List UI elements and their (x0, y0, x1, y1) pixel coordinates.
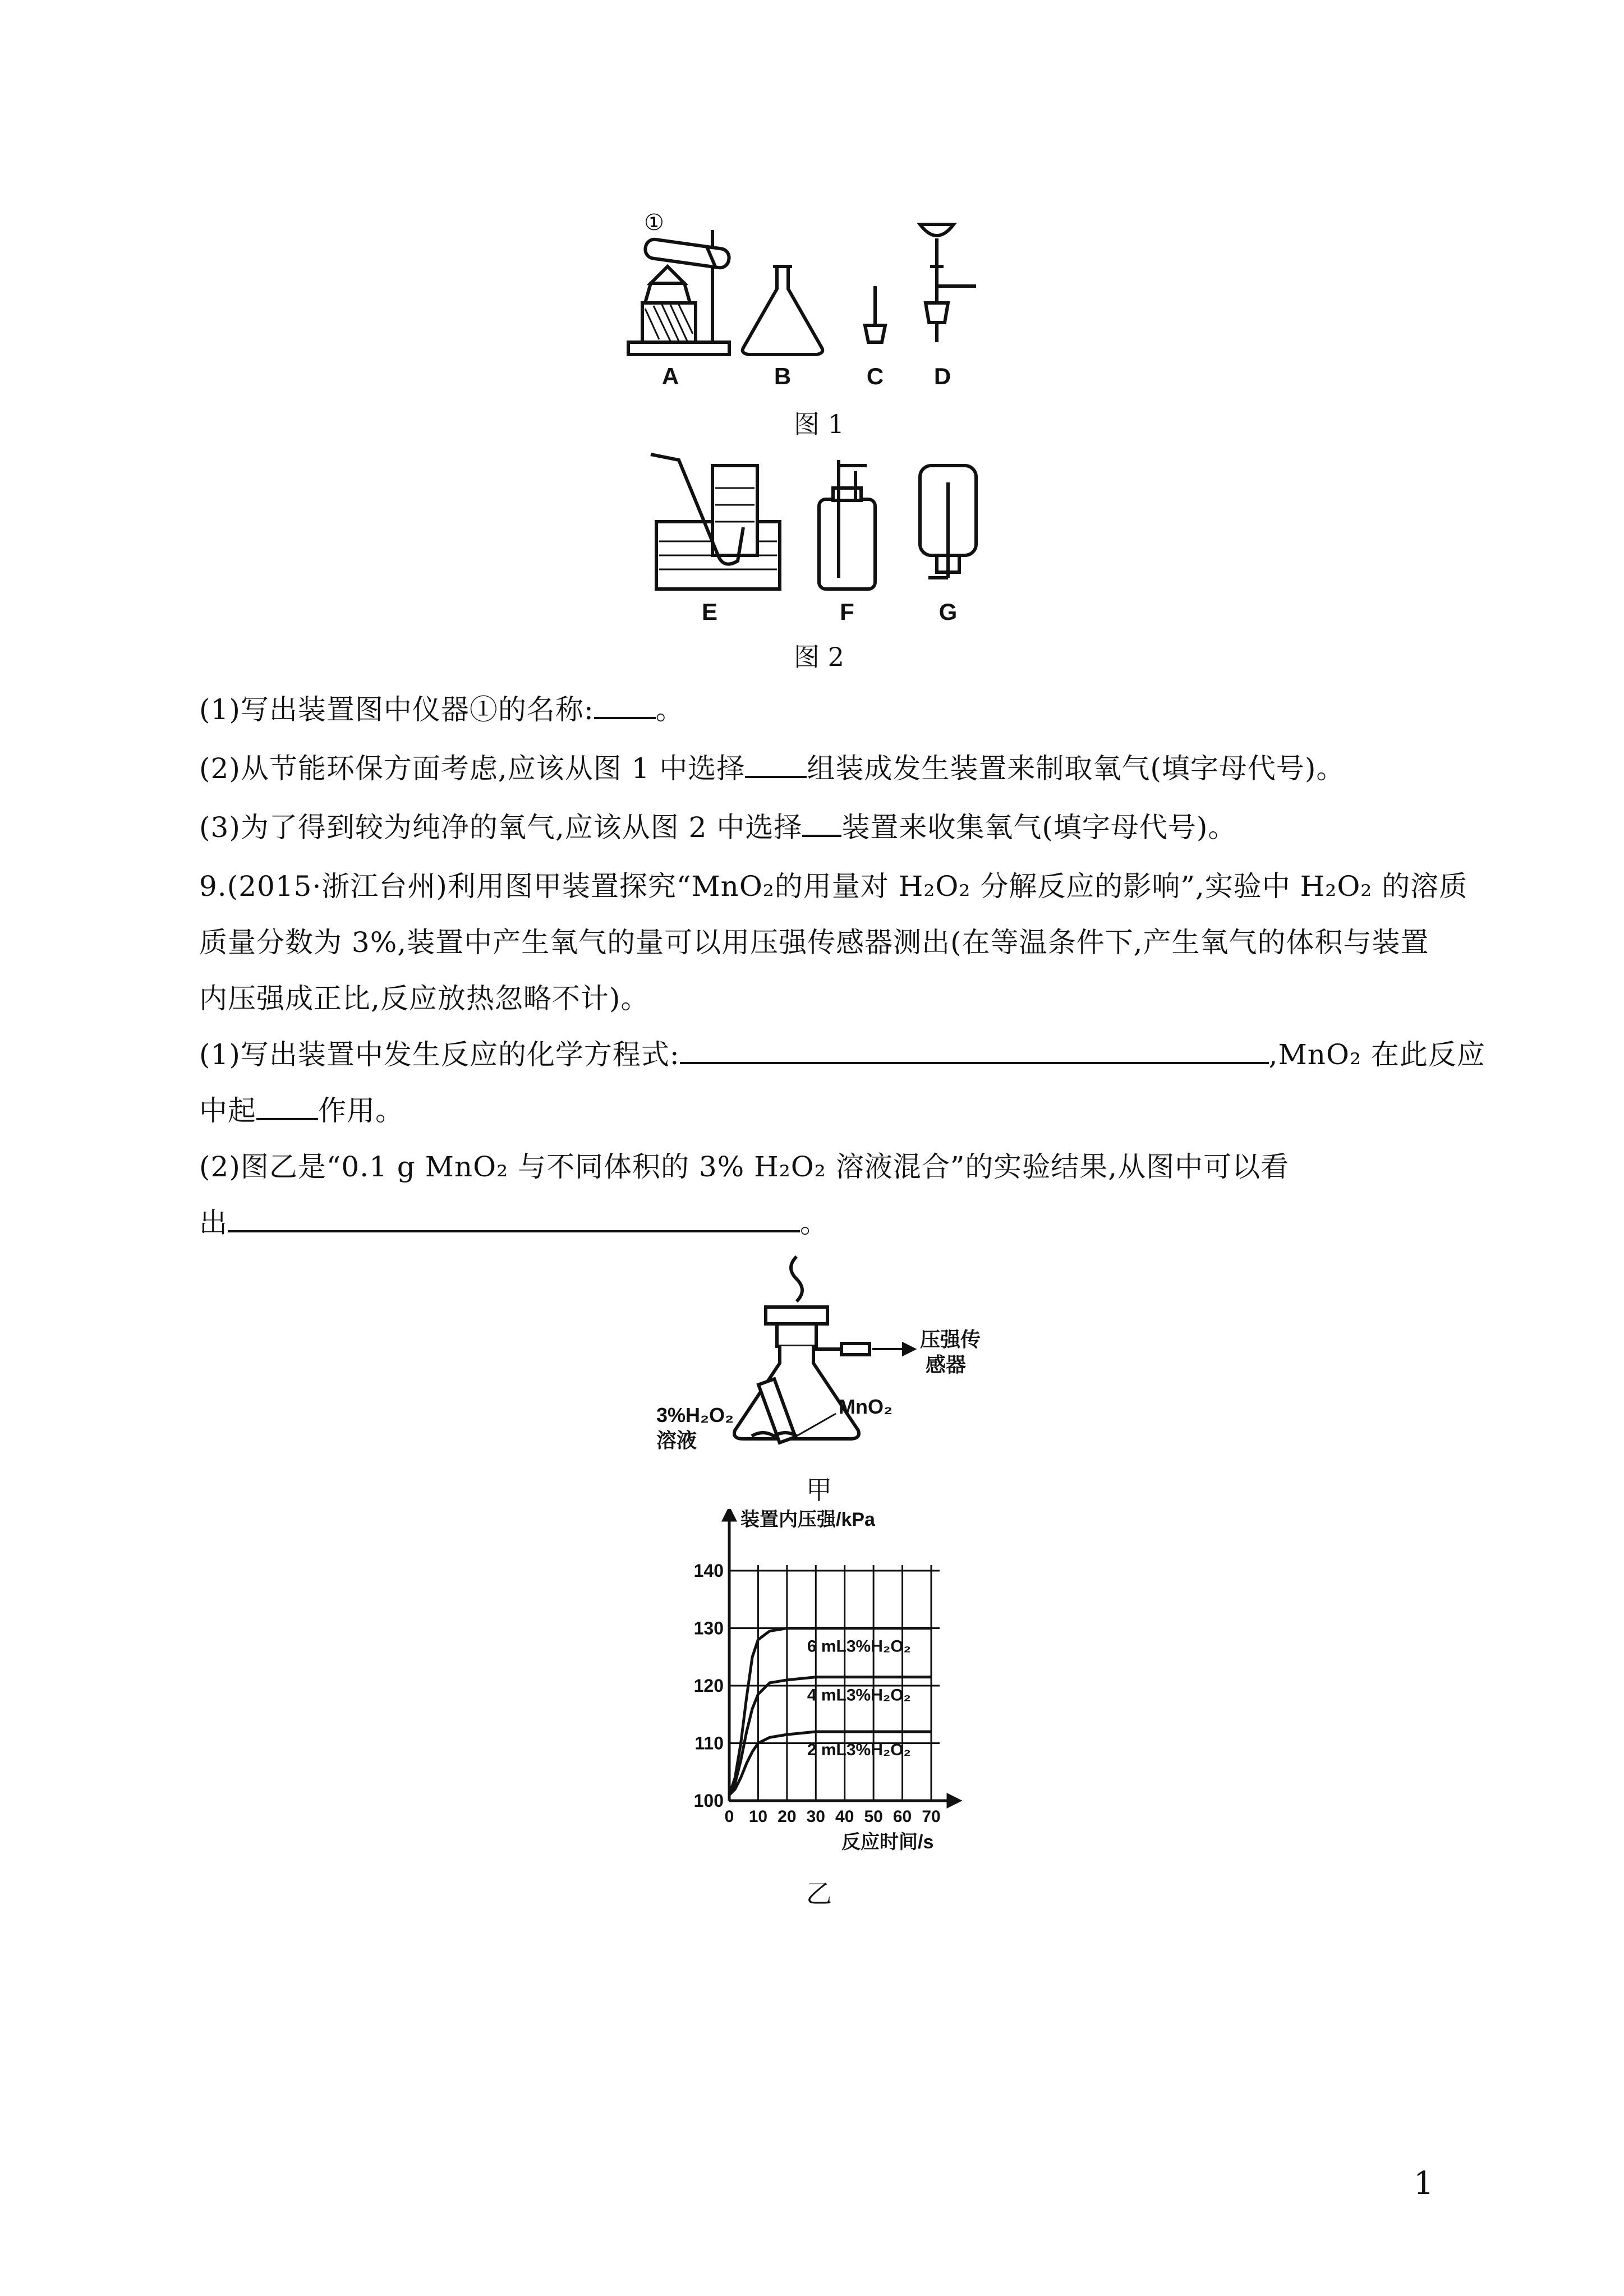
label-catalyst: MnO₂ (839, 1395, 892, 1418)
x-tick-10: 10 (748, 1807, 768, 1826)
pressure-time-chart (662, 1509, 976, 1868)
y-tick-100: 100 (693, 1791, 724, 1811)
q9-stem-line2: 质量分数为 3%,装置中产生氧气的量可以用压强传感器测出(在等温条件下,产生氧气的体积与装置 (199, 926, 1429, 959)
label-g: G (938, 599, 958, 625)
figure-1-caption: 图 1 (794, 409, 844, 439)
x-tick-50: 50 (864, 1807, 883, 1826)
figure-2-caption: 图 2 (794, 642, 844, 672)
apparatus-a (628, 230, 730, 355)
sensor-arrow (872, 1343, 914, 1355)
figure-jia-apparatus (651, 1251, 1010, 1453)
q9-stem-line1: 9.(2015·浙江台州)利用图甲装置探究“MnO₂的用量对 H₂O₂ 分解反应的影响”,实验中 H₂O₂ 的溶质 (199, 870, 1468, 903)
label-solution-1: 3%H₂O₂ (656, 1404, 734, 1427)
q8-part3: (3)为了得到较为纯净的氧气,应该从图 2 中选择 装置来收集氧气(填字母代号)。 (199, 811, 1237, 844)
q9-part1-line1: (1)写出装置中发生反应的化学方程式: ,MnO₂ 在此反应 (199, 1038, 1485, 1071)
series-label-1: 6 mL3%H₂O₂ (807, 1637, 911, 1656)
label-sensor-2: 感器 (926, 1353, 967, 1376)
series-label-2: 4 mL3%H₂O₂ (807, 1686, 911, 1705)
instrument-marker: ① (644, 213, 664, 235)
x-tick-60: 60 (892, 1807, 912, 1826)
x-tick-20: 20 (778, 1807, 797, 1826)
figure-jia-caption: 甲 (806, 1475, 832, 1505)
apparatus-b (743, 266, 823, 355)
y-axis-label: 装置内压强/kPa (740, 1509, 875, 1530)
label-b: B (774, 363, 792, 389)
q9-part1-line2: 中起 作用。 (199, 1094, 404, 1127)
q8-part1: (1)写出装置图中仪器①的名称: 。 (199, 693, 684, 726)
label-e: E (701, 599, 718, 625)
x-tick-40: 40 (835, 1807, 854, 1826)
series-label-3: 2 mL3%H₂O₂ (807, 1741, 911, 1759)
y-tick-130: 130 (693, 1618, 724, 1639)
x-tick-70: 70 (922, 1807, 941, 1826)
q9-part2-line1: (2)图乙是“0.1 g MnO₂ 与不同体积的 3% H₂O₂ 溶液混合”的实验结果,从图中可以看 (199, 1151, 1290, 1183)
label-solution-2: 溶液 (656, 1429, 697, 1452)
y-tick-140: 140 (693, 1561, 724, 1581)
y-tick-120: 120 (693, 1676, 724, 1696)
x-tick-0: 0 (724, 1807, 734, 1826)
label-a: A (661, 363, 679, 389)
figure-yi-caption: 乙 (806, 1879, 832, 1909)
q9-part2-line2: 出 。 (199, 1207, 829, 1239)
x-axis-label: 反应时间/s (841, 1832, 934, 1853)
q8-part2: (2)从节能环保方面考虑,应该从图 1 中选择 组装成发生装置来制取氧气(填字母代号)。 (199, 752, 1345, 785)
y-tick-110: 110 (694, 1733, 724, 1754)
q9-stem-line3: 内压强成正比,反应放热忽略不计)。 (199, 982, 650, 1015)
x-tick-30: 30 (806, 1807, 825, 1826)
apparatus-c (865, 286, 885, 342)
label-d: D (933, 363, 951, 389)
label-f: F (840, 599, 854, 625)
figure-2-apparatus (645, 449, 1004, 628)
label-sensor-1: 压强传 (920, 1328, 981, 1351)
apparatus-f (819, 460, 875, 589)
apparatus-g (920, 466, 976, 578)
page-number: 1 (1414, 2165, 1434, 2202)
apparatus-e (651, 454, 780, 589)
apparatus-d (920, 224, 976, 342)
figure-1-apparatus (606, 213, 1032, 393)
label-c: C (866, 363, 884, 389)
